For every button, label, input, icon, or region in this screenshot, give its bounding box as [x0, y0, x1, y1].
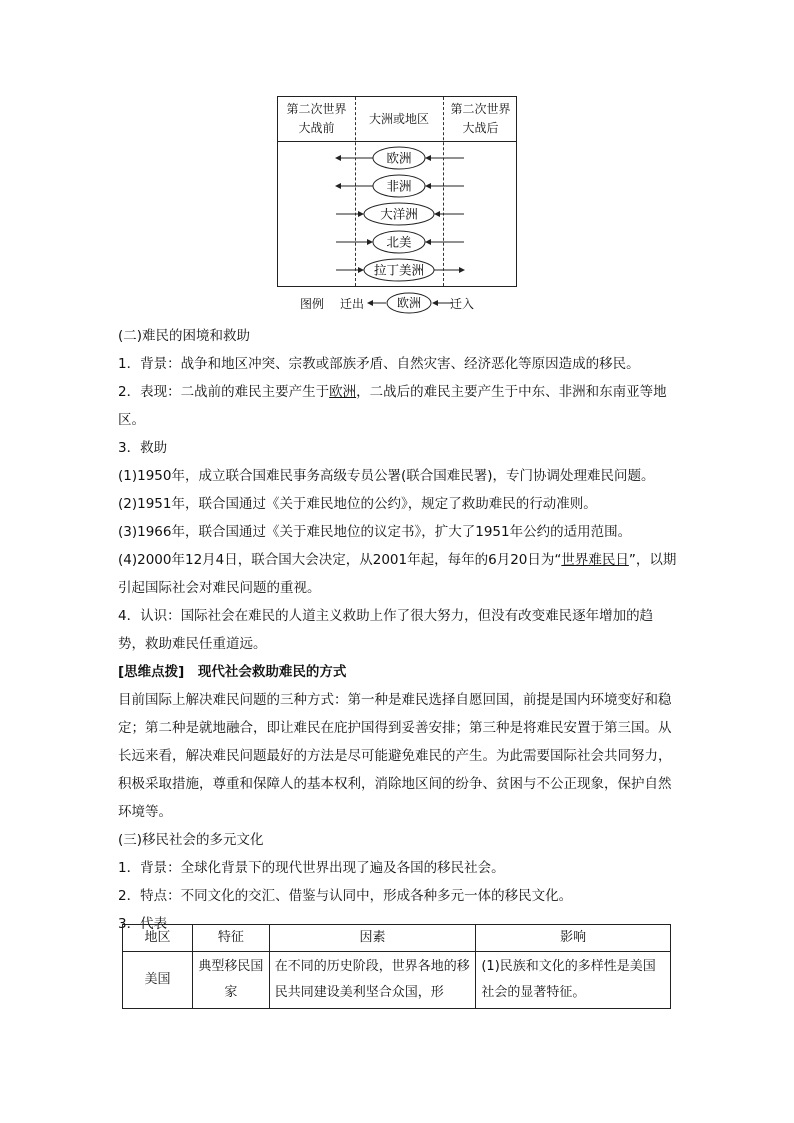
table-header-row — [123, 925, 671, 952]
table-header-cell: 因素 — [269, 925, 476, 952]
section-refugees — [118, 322, 678, 938]
region-label: 大洋洲 — [380, 206, 418, 222]
header-after-line2: 大战后 — [462, 121, 499, 135]
header-before-line1: 第二次世界 — [286, 102, 347, 116]
migration-diagram — [277, 96, 517, 287]
underlined-text: 世界难民日 — [561, 552, 629, 568]
think-title: [思维点拨] 现代社会救助难民的方式 — [118, 664, 347, 680]
paragraph: (2)1951年，联合国通过《关于难民地位的公约》，规定了救助难民的行动准则。 — [118, 496, 597, 512]
migration-arrows — [278, 97, 516, 286]
header-region: 大洲或地区 — [368, 112, 429, 126]
text-run: ，二战后的难民主要产生于中东、非洲和东南亚等地区。 — [118, 384, 667, 428]
section-title: (二)难民的困境和救助 — [118, 328, 251, 344]
paragraph — [118, 546, 678, 602]
section-title: (三)移民社会的多元文化 — [118, 832, 264, 848]
table-header-cell: 特征 — [192, 925, 269, 952]
paragraph: 4．认识：国际社会在难民的人道主义救助上作了很大努力，但没有改变难民逐年增加的趋势，救助难民任重道远。 — [118, 608, 654, 652]
region-label: 拉丁美洲 — [373, 262, 425, 278]
paragraph: 1．背景：战争和地区冲突、宗教或部族矛盾、自然灾害、经济恶化等原因造成的移民。 — [118, 356, 640, 372]
table-header-cell: 影响 — [476, 925, 671, 952]
region-label: 欧洲 — [386, 150, 412, 166]
underlined-text: 欧洲 — [329, 384, 357, 400]
table-cell: 在不同的历史阶段，世界各地的移民共同建设美利坚合众国，形 — [269, 952, 476, 1009]
legend-sample: 欧洲 — [396, 296, 422, 310]
text-run: 2．表现：二战前的难民主要产生于 — [118, 384, 330, 400]
think-body: 目前国际上解决难民问题的三种方式：第一种是难民选择自愿回国，前提是国内环境变好和稳定；第二种是就地融合，即让难民在庇护国得到妥善安排；第三种是将难民安置于第三国。从长远来看，解决难民问题最好的方法是尽可能避免难民的产生。为此需要国际社会共同努力，积极采取措施，尊重和保障人的基本权利，消除地区间的纷争、贫困与不公正现象，保护自然环境等。 — [118, 692, 672, 820]
paragraph: 3．救助 — [118, 440, 168, 456]
header-before-line2: 大战前 — [298, 121, 335, 135]
paragraph: (3)1966年，联合国通过《关于难民地位的议定书》，扩大了1951年公约的适用范围。 — [118, 524, 632, 540]
paragraph: 3．代表 — [118, 916, 168, 932]
region-label: 非洲 — [386, 178, 412, 194]
paragraph: (1)1950年，成立联合国难民事务高级专员公署(联合国难民署)，专门协调处理难民问题。 — [118, 468, 655, 484]
paragraph — [118, 378, 678, 434]
representative-table — [122, 924, 671, 1009]
legend-out-label: 迁出 — [340, 297, 365, 311]
table-cell: 美国 — [123, 952, 193, 1009]
legend-label: 图例 — [300, 297, 325, 311]
table-row — [123, 952, 671, 1009]
text-run: ”，以期引起国际社会对难民问题的重视。 — [118, 552, 677, 596]
text-run: (4)2000年12月4日，联合国大会决定，从2001年起，每年的6月20日为“ — [118, 552, 562, 568]
legend-in-label: 迁入 — [450, 297, 475, 311]
header-after-line1: 第二次世界 — [450, 102, 511, 116]
table-cell: (1)民族和文化的多样性是美国社会的显著特征。 — [476, 952, 671, 1009]
paragraph: 1．背景：全球化背景下的现代世界出现了遍及各国的移民社会。 — [118, 860, 505, 876]
table-cell: 典型移民国家 — [192, 952, 269, 1009]
table-header-cell: 地区 — [123, 925, 193, 952]
paragraph: 2．特点：不同文化的交汇、借鉴与认同中，形成各种多元一体的移民文化。 — [118, 888, 573, 904]
region-label: 北美 — [386, 234, 412, 250]
